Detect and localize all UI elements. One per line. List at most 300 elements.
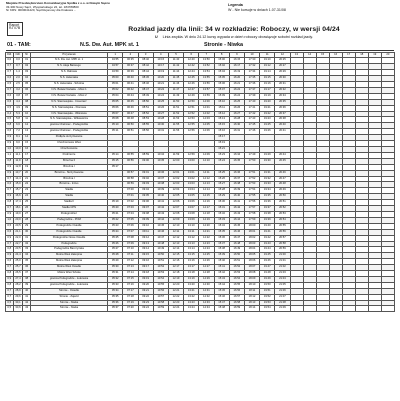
- total-distance: 0,7: [13, 64, 23, 70]
- departure-time: 15:43: [214, 276, 229, 282]
- total-distance: 18,1: [13, 206, 23, 212]
- departure-time: 16:24: [229, 93, 244, 99]
- stop-name: Mokra Wieś Zakopina: [30, 259, 107, 265]
- departure-time: 12:23: [168, 300, 183, 306]
- table-body: [6, 58, 395, 312]
- total-distance: 3,8: [13, 93, 23, 99]
- departure-time: 15:47: [214, 300, 229, 306]
- total-distance: 13,7: [13, 170, 23, 176]
- departure-time: 15:09: [214, 93, 229, 99]
- departure-time: 15:15: [214, 123, 229, 129]
- departure-time: 07:06: [123, 223, 138, 229]
- departure-time: 18:05: [244, 253, 259, 259]
- departure-time: 18:07: [244, 265, 259, 271]
- departure-time: 15:27: [214, 182, 229, 188]
- departure-time: [381, 306, 394, 312]
- departure-time: 20:41: [275, 129, 290, 135]
- departure-time: 13:02: [184, 176, 199, 182]
- column-header: 9: [229, 53, 244, 58]
- departure-time: 08:56: [138, 129, 153, 135]
- departure-time: 10:26: [153, 105, 168, 111]
- departure-time: 10:35: [153, 158, 168, 164]
- segment-distance: 0,7: [6, 265, 14, 271]
- departure-time: 14:21: [199, 229, 214, 235]
- departure-time: 13:13: [184, 241, 199, 247]
- departure-time: 09:02: [138, 176, 153, 182]
- departure-time: 12:51: [184, 105, 199, 111]
- stop-number: 39: [23, 282, 31, 288]
- departure-time: [355, 306, 368, 312]
- departure-time: 09:17: [138, 265, 153, 271]
- departure-time: 08:44: [138, 70, 153, 76]
- departure-time: 12:20: [168, 282, 183, 288]
- departure-time: 07:16: [123, 282, 138, 288]
- stop-number: 15: [23, 141, 31, 147]
- column-header: 13: [290, 53, 303, 58]
- stop-number: 11: [23, 117, 31, 123]
- stop-number: 02: [23, 64, 31, 70]
- departure-time: 11:55: [168, 123, 183, 129]
- departure-time: 10:30: [153, 123, 168, 129]
- report-box: [7, 22, 23, 36]
- stop-number: 06: [23, 87, 31, 93]
- departure-time: 15:38: [214, 247, 229, 253]
- segment-distance: 0,7: [6, 241, 14, 247]
- departure-time: 08:49: [138, 93, 153, 99]
- segment-distance: 0,5: [6, 82, 14, 88]
- departure-time: 14:01: [199, 105, 214, 111]
- departure-time: 04:59: [108, 70, 123, 76]
- total-distance: 22,7: [13, 241, 23, 247]
- departure-time: 12:22: [168, 294, 183, 300]
- departure-time: 08:50: [138, 99, 153, 105]
- departure-time: 10:57: [153, 294, 168, 300]
- departure-time: 04:57: [108, 64, 123, 70]
- departure-time: 21:06: [275, 288, 290, 294]
- departure-time: 12:49: [184, 93, 199, 99]
- departure-time: 06:39: [123, 70, 138, 76]
- column-header: 5: [168, 53, 183, 58]
- segment-distance: 0,9: [6, 235, 14, 241]
- departure-time: 10:59: [153, 306, 168, 312]
- departure-time: 10:52: [153, 265, 168, 271]
- stop-name: Podegrodzie I: [30, 211, 107, 217]
- departure-time: 14:19: [199, 217, 214, 223]
- departure-time: 05:02: [108, 87, 123, 93]
- departure-time: 15:39: [214, 253, 229, 259]
- departure-time: 10:43: [153, 211, 168, 217]
- departure-time: 20:27: [275, 64, 290, 70]
- stop-number: 36: [23, 265, 31, 271]
- stop-number: 35: [23, 259, 31, 265]
- departure-time: 13:01: [184, 170, 199, 176]
- departure-time: 07:12: [123, 259, 138, 265]
- departure-time: 19:52: [260, 294, 275, 300]
- column-header: 8: [214, 53, 229, 58]
- departure-time: 19:40: [260, 223, 275, 229]
- departure-time: 12:52: [184, 111, 199, 117]
- stop-name: Stronie - Zajazd: [30, 294, 107, 300]
- departure-time: 05:20: [108, 206, 123, 212]
- stop-number: 12: [23, 123, 31, 129]
- departure-time: 12:06: [168, 200, 183, 206]
- departure-time: 20:58: [275, 241, 290, 247]
- departure-time: 20:52: [275, 206, 290, 212]
- departure-time: 09:07: [138, 206, 153, 212]
- departure-time: 05:10: [108, 123, 123, 129]
- total-distance: 23,5: [13, 247, 23, 253]
- departure-time: 17:40: [244, 99, 259, 105]
- departure-time: 19:22: [260, 111, 275, 117]
- departure-time: 08:51: [138, 105, 153, 111]
- stop-name: Stronie - Niwka: [30, 306, 107, 312]
- departure-time: 17:51: [244, 170, 259, 176]
- departure-time: 11:45: [168, 76, 183, 82]
- departure-time: 16:38: [229, 182, 244, 188]
- stop-name: Mokra Wieś Zakopina: [30, 253, 107, 259]
- stop-number: 41: [23, 294, 31, 300]
- legend-title: Legenda: [228, 3, 243, 7]
- departure-time: 17:52: [244, 176, 259, 182]
- departure-time: 17:50: [244, 158, 259, 164]
- departure-time: 12:16: [168, 259, 183, 265]
- departure-time: 15:07: [214, 87, 229, 93]
- segment-distance: 0,9: [6, 194, 14, 200]
- departure-time: 13:09: [184, 217, 199, 223]
- departure-time: 19:45: [260, 253, 275, 259]
- departure-time: 10:38: [153, 182, 168, 188]
- stop-number: 24: [23, 194, 31, 200]
- departure-time: [342, 306, 355, 312]
- departure-time: 12:03: [168, 182, 183, 188]
- column-header: 18: [355, 53, 368, 58]
- departure-time: 18:02: [244, 235, 259, 241]
- departure-time: 09:18: [138, 271, 153, 277]
- departure-time: 10:37: [153, 176, 168, 182]
- departure-time: 10:31: [153, 129, 168, 135]
- departure-time: 06:59: [123, 182, 138, 188]
- total-distance: 0,0: [13, 58, 23, 64]
- departure-time: 08:59: [138, 152, 153, 158]
- departure-time: 09:10: [138, 223, 153, 229]
- departure-time: 10:39: [153, 188, 168, 194]
- stop-name: granica Podegrodzie - Łukowica: [30, 282, 107, 288]
- legend: [228, 3, 286, 13]
- departure-time: 12:07: [168, 206, 183, 212]
- stop-number: 18: [23, 158, 31, 164]
- departure-time: 13:57: [199, 87, 214, 93]
- departure-time: 13:52: [199, 64, 214, 70]
- departure-time: 13:55: [199, 76, 214, 82]
- departure-time: 10:54: [153, 276, 168, 282]
- departure-time: 14:14: [199, 188, 214, 194]
- departure-time: 19:36: [260, 200, 275, 206]
- departure-time: 09:00: [138, 158, 153, 164]
- stop-number: 40: [23, 288, 31, 294]
- departure-time: 09:16: [138, 259, 153, 265]
- departure-time: 21:03: [275, 271, 290, 277]
- stop-number: 26: [23, 206, 31, 212]
- departure-time: 06:50: [123, 123, 138, 129]
- origin-stop: N.S. Dw. Aut. MPK st. 1: [80, 42, 139, 48]
- segment-distance: 0,7: [6, 176, 14, 182]
- company-registry: Nr KRS: 0000041220, Sąd Rejonowy dla Krakowa ...: [6, 8, 77, 13]
- departure-time: 12:45: [184, 76, 199, 82]
- departure-time: 10:28: [153, 117, 168, 123]
- departure-time: 20:30: [275, 76, 290, 82]
- departure-time: 18:06: [244, 259, 259, 265]
- departure-time: 11:51: [168, 105, 183, 111]
- departure-time: 19:50: [260, 282, 275, 288]
- stop-name: Stadła: [30, 188, 107, 194]
- total-distance: 20,5: [13, 223, 23, 229]
- departure-time: 06:46: [123, 105, 138, 111]
- departure-time: 11:46: [168, 82, 183, 88]
- segment-distance: 0,9: [6, 276, 14, 282]
- departure-time: 17:55: [244, 194, 259, 200]
- stop-number: 28: [23, 217, 31, 223]
- total-distance: 25,7: [13, 265, 23, 271]
- departure-time: 07:05: [123, 217, 138, 223]
- departure-time: [316, 306, 329, 312]
- stop-number: 07: [23, 93, 31, 99]
- departure-time: 18:08: [244, 271, 259, 277]
- segment-distance: 0,6: [6, 93, 14, 99]
- page-subtitle: [110, 35, 358, 39]
- departure-time: 09:21: [138, 288, 153, 294]
- departure-time: 21:07: [275, 294, 290, 300]
- timetable: [5, 52, 395, 312]
- departure-time: 15:30: [214, 200, 229, 206]
- stop-number: 32: [23, 241, 31, 247]
- departure-time: 15:16: [214, 129, 229, 135]
- total-distance: 30,1: [13, 300, 23, 306]
- segment-distance: 0,7: [6, 64, 14, 70]
- departure-time: 20:37: [275, 111, 290, 117]
- departure-time: 12:18: [168, 271, 183, 277]
- departure-time: 18:12: [244, 294, 259, 300]
- departure-time: 07:02: [123, 200, 138, 206]
- departure-time: 07:00: [123, 188, 138, 194]
- total-distance: 24,4: [13, 253, 23, 259]
- departure-time: 07:08: [123, 235, 138, 241]
- departure-time: 15:48: [214, 306, 229, 312]
- departure-time: 05:30: [108, 265, 123, 271]
- total-distance: 4,9: [13, 105, 23, 111]
- departure-time: 19:46: [260, 259, 275, 265]
- departure-time: 14:13: [199, 182, 214, 188]
- departure-time: 18:14: [244, 306, 259, 312]
- stop-name: N.S. Heleniaka: [30, 76, 107, 82]
- departure-time: 08:52: [138, 111, 153, 117]
- column-header: 2: [123, 53, 138, 58]
- stop-number: 13: [23, 129, 31, 135]
- departure-time: 05:05: [108, 99, 123, 105]
- segment-distance: 0,5: [6, 223, 14, 229]
- column-header: Odl.: [13, 53, 23, 58]
- stop-name: N.S. Starowiejska - Witkiewicza: [30, 117, 107, 123]
- stop-name: Stadła II: [30, 200, 107, 206]
- departure-time: [303, 306, 316, 312]
- departure-time: 06:45: [123, 99, 138, 105]
- departure-time: 08:46: [138, 82, 153, 88]
- departure-time: 19:42: [260, 235, 275, 241]
- departure-time: 10:49: [153, 247, 168, 253]
- stop-name: N.S. Heleniaka - Szkolna: [30, 82, 107, 88]
- column-header: Nr: [23, 53, 31, 58]
- departure-time: 10:20: [153, 76, 168, 82]
- departure-time: 05:21: [108, 211, 123, 217]
- departure-time: 14:24: [199, 247, 214, 253]
- departure-time: 19:10: [260, 58, 275, 64]
- departure-time: 08:40: [138, 58, 153, 64]
- departure-time: 20:35: [275, 99, 290, 105]
- segment-distance: 0,7: [6, 288, 14, 294]
- segment-distance: 0,8: [6, 282, 14, 288]
- departure-time: 11:47: [168, 87, 183, 93]
- departure-time: 10:27: [153, 111, 168, 117]
- total-distance: 30,6: [13, 306, 23, 312]
- departure-time: 04:55: [108, 58, 123, 64]
- departure-time: 13:04: [184, 188, 199, 194]
- segment-distance: 0,8: [6, 158, 14, 164]
- segment-distance: 1,1: [6, 152, 14, 158]
- departure-time: 17:30: [244, 58, 259, 64]
- stop-number: 33: [23, 247, 31, 253]
- company-address: 33-300 Nowy Sącz, Wyspiańskiego 22, tel. 184780800: [6, 4, 79, 9]
- departure-time: 08:45: [138, 76, 153, 82]
- departure-time: 09:22: [138, 294, 153, 300]
- segment-distance: 0,8: [6, 123, 14, 129]
- segment-distance: 1,0: [6, 217, 14, 223]
- departure-time: 13:05: [184, 194, 199, 200]
- total-distance: 7,2: [13, 129, 23, 135]
- departure-time: 06:58: [123, 176, 138, 182]
- departure-time: 05:23: [108, 223, 123, 229]
- departure-time: 21:02: [275, 265, 290, 271]
- column-header: 11: [260, 53, 275, 58]
- departure-time: 19:21: [260, 105, 275, 111]
- departure-time: 10:41: [153, 200, 168, 206]
- departure-time: 16:27: [229, 111, 244, 117]
- segment-distance: 0,6: [6, 229, 14, 235]
- segment-distance: 0,7: [6, 206, 14, 212]
- departure-time: 19:43: [260, 241, 275, 247]
- departure-time: 10:17: [153, 64, 168, 70]
- departure-time: 14:20: [199, 223, 214, 229]
- departure-time: 15:10: [214, 99, 229, 105]
- departure-time: 12:24: [168, 306, 183, 312]
- departure-time: 20:34: [275, 93, 290, 99]
- departure-time: 10:42: [153, 206, 168, 212]
- departure-time: 14:16: [199, 200, 214, 206]
- segment-distance: 0,7: [6, 70, 14, 76]
- company-header: [6, 2, 156, 13]
- departure-time: 19:51: [260, 288, 275, 294]
- company-name: Miejskie Przedsiębiorstwo Komunikacyjne Spółka z o.o. w Nowym Sączu: [6, 1, 110, 5]
- departure-time: 12:10: [168, 223, 183, 229]
- departure-time: 13:03: [184, 182, 199, 188]
- departure-time: 15:33: [214, 217, 229, 223]
- departure-time: 16:25: [229, 99, 244, 105]
- stop-number: 42: [23, 300, 31, 306]
- departure-time: 14:17: [199, 206, 214, 212]
- stop-name: Podegrodzie Barczyńska: [30, 247, 107, 253]
- departure-time: 20:50: [275, 194, 290, 200]
- departure-time: 19:29: [260, 152, 275, 158]
- departure-time: 15:42: [214, 271, 229, 277]
- stop-name: Podegrodzie Osiedle: [30, 223, 107, 229]
- stop-name: N.S. Rabowa: [30, 70, 107, 76]
- stop-name: N.S. Dw. Aut. MPK st. 1: [30, 58, 107, 64]
- departure-time: 12:56: [184, 129, 199, 135]
- column-header: 7: [199, 53, 214, 58]
- header-divider: [6, 50, 394, 51]
- departure-time: 12:00: [168, 158, 183, 164]
- departure-time: 16:56: [229, 288, 244, 294]
- departure-time: 20:53: [275, 211, 290, 217]
- departure-time: 05:34: [108, 288, 123, 294]
- departure-time: 14:11: [199, 170, 214, 176]
- stop-name: Brzeżna I: [30, 164, 107, 170]
- departure-time: 16:46: [229, 229, 244, 235]
- departure-time: 12:11: [168, 229, 183, 235]
- departure-time: 09:09: [138, 217, 153, 223]
- column-header: 10: [244, 53, 259, 58]
- departure-time: 19:35: [260, 194, 275, 200]
- departure-time: 10:47: [153, 235, 168, 241]
- departure-time: 16:15: [229, 58, 244, 64]
- departure-time: 08:53: [138, 117, 153, 123]
- departure-time: 05:36: [108, 300, 123, 306]
- departure-time: 12:59: [184, 152, 199, 158]
- departure-time: 16:50: [229, 253, 244, 259]
- departure-time: 17:56: [244, 200, 259, 206]
- departure-time: 16:55: [229, 282, 244, 288]
- departure-time: 17:59: [244, 217, 259, 223]
- departure-time: 14:32: [199, 294, 214, 300]
- stop-name: Podłęże skrzyżowanie: [30, 135, 107, 141]
- stop-number: 34: [23, 253, 31, 259]
- departure-time: 19:31: [260, 170, 275, 176]
- column-header: Odl.: [6, 53, 12, 56]
- departure-time: 16:49: [229, 247, 244, 253]
- departure-time: 14:02: [199, 111, 214, 117]
- departure-time: 13:11: [184, 229, 199, 235]
- departure-time: 05:24: [108, 229, 123, 235]
- departure-time: 10:19: [153, 70, 168, 76]
- total-distance: 14,4: [13, 176, 23, 182]
- departure-time: 20:59: [275, 247, 290, 253]
- segment-distance: 1,0: [6, 147, 14, 153]
- departure-time: 12:40: [184, 58, 199, 64]
- departure-time: 16:58: [229, 300, 244, 306]
- total-distance: 15,7: [13, 188, 23, 194]
- departure-time: 09:23: [138, 300, 153, 306]
- stop-number: 08: [23, 99, 31, 105]
- departure-time: 19:34: [260, 188, 275, 194]
- column-header: 12: [275, 53, 290, 58]
- column-header: 15: [316, 53, 329, 58]
- segment-distance: 0,8: [6, 271, 14, 277]
- title-block: [110, 26, 358, 39]
- departure-time: 06:42: [123, 87, 138, 93]
- departure-time: 06:48: [123, 117, 138, 123]
- departure-time: 11:59: [168, 152, 183, 158]
- departure-time: 16:45: [229, 223, 244, 229]
- departure-time: 19:38: [260, 211, 275, 217]
- column-header: 16: [329, 53, 342, 58]
